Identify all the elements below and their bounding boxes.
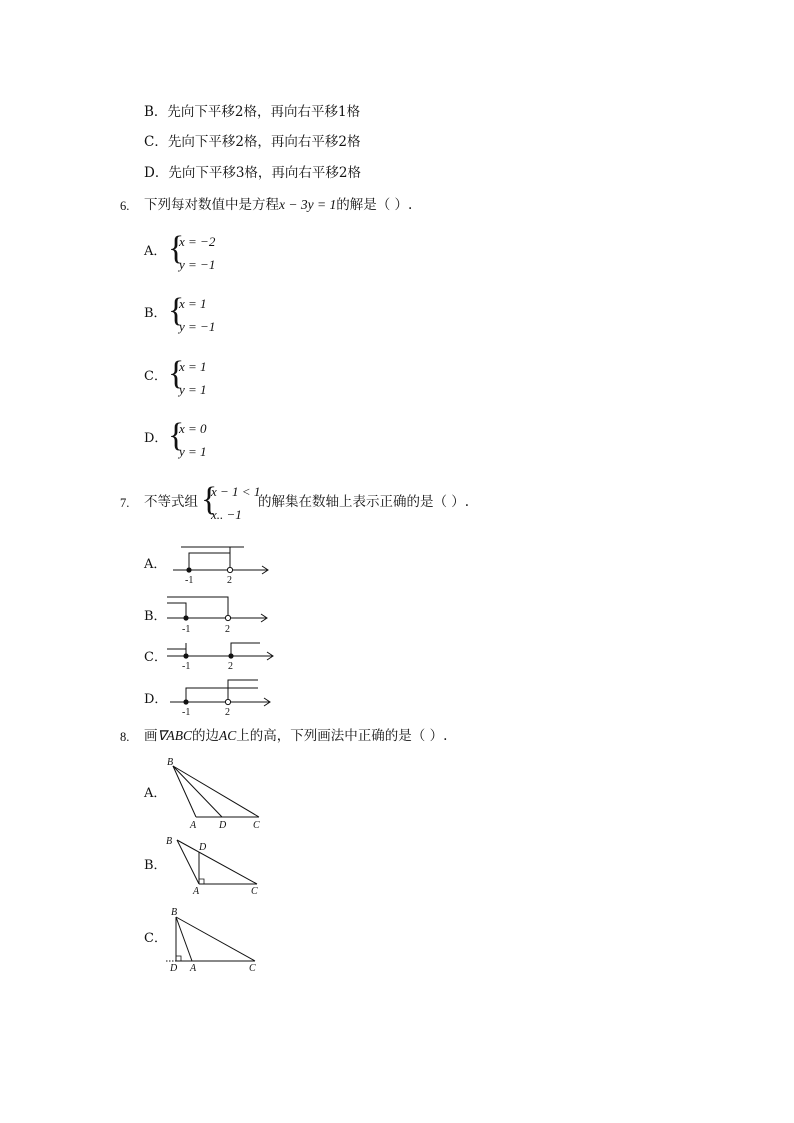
q8-number: 8. <box>120 730 130 744</box>
q8-b-triangle <box>166 836 258 897</box>
q7-c-number-line <box>167 643 273 672</box>
q6-number: 6. <box>120 199 130 213</box>
q6-a-y: y = −1 <box>179 257 216 272</box>
q8-side: AC <box>219 728 237 743</box>
q8-b-point-c: C <box>251 886 258 897</box>
q7-d-number-line <box>170 680 270 718</box>
q8-c-triangle <box>166 907 256 974</box>
q8-stem <box>144 728 447 744</box>
q7-option-a-label: A． <box>144 557 167 572</box>
q6-option-a-label: A． <box>144 244 167 259</box>
q8-option-b-label: B． <box>144 858 167 873</box>
q7-option-b-label: B． <box>144 609 167 624</box>
q8-c-point-a: A <box>190 963 197 974</box>
q7-brace: { <box>201 481 218 518</box>
q8-stem-pre: 画 <box>144 728 158 744</box>
q8-c-point-d: D <box>170 963 178 974</box>
q7-stem-pre: 不等式组 <box>144 494 198 510</box>
q5-option-c: C．先向下平移2格，再向右平移2格 <box>144 134 361 150</box>
q7-a-tick-2: 2 <box>227 575 232 586</box>
q6-d-x: x = 0 <box>179 421 207 436</box>
q8-c-point-c: C <box>249 963 256 974</box>
q8-a-point-d: D <box>219 820 227 831</box>
q8-option-c-label: C． <box>144 931 167 946</box>
q7-a-tick-neg1: -1 <box>185 575 194 586</box>
q6-stem-pre: 下列每对数值中是方程 <box>144 197 279 213</box>
q8-stem-post: 上的高，下列画法中正确的是（ ）. <box>236 728 448 744</box>
q6-stem-post: 的解是（ ）. <box>336 197 413 213</box>
q6-a-x: x = −2 <box>179 234 216 249</box>
q7-ineq2: x.. −1 <box>211 507 242 522</box>
q5-option-d: D．先向下平移3格，再向右平移2格 <box>144 165 362 181</box>
q8-a-point-b: B <box>167 757 174 768</box>
q7-d-tick-2: 2 <box>225 707 230 718</box>
q6-c-x: x = 1 <box>179 359 207 374</box>
q8-triangle-name: ∇ABC <box>157 728 193 743</box>
q7-option-c-label: C． <box>144 650 167 665</box>
q6-option-b-label: B． <box>144 306 167 321</box>
q5-option-b: B．先向下平移2格，再向右平移1格 <box>144 104 361 120</box>
q7-ineq1: x − 1 < 1 <box>211 484 261 499</box>
q7-stem-post: 的解集在数轴上表示正确的是（ ）. <box>258 494 470 510</box>
q7-c-tick-2: 2 <box>228 661 233 672</box>
q8-b-point-b: B <box>166 836 173 847</box>
q6-option-d-brace: { <box>168 417 185 454</box>
q8-a-point-a: A <box>190 820 197 831</box>
q7-a-number-line <box>173 547 268 586</box>
q6-b-y: y = −1 <box>179 319 216 334</box>
q6-option-d-label: D． <box>144 431 168 446</box>
q8-option-a-label: A． <box>144 786 167 801</box>
q7-d-tick-neg1: -1 <box>182 707 191 718</box>
q8-c-point-b: B <box>171 907 178 918</box>
q6-option-b-brace: { <box>168 292 185 329</box>
q7-c-tick-neg1: -1 <box>182 661 191 672</box>
q8-a-triangle <box>167 757 260 831</box>
q6-b-x: x = 1 <box>179 296 207 311</box>
q6-option-c-label: C． <box>144 369 167 384</box>
q8-a-point-c: C <box>253 820 260 831</box>
q7-number: 7. <box>120 496 130 510</box>
q8-b-point-a: A <box>193 886 200 897</box>
q7-b-tick-neg1: -1 <box>182 624 191 635</box>
q8-stem-mid: 的边 <box>192 728 220 744</box>
q6-d-y: y = 1 <box>179 444 207 459</box>
q7-option-d-label: D． <box>144 692 168 707</box>
q6-option-a-brace: { <box>168 230 185 267</box>
q8-b-point-d: D <box>199 842 207 853</box>
q7-b-tick-2: 2 <box>225 624 230 635</box>
q6-c-y: y = 1 <box>179 382 207 397</box>
q7-b-number-line <box>167 597 267 635</box>
q6-option-c-brace: { <box>168 355 185 392</box>
q6-equation: x − 3y = 1 <box>279 197 337 212</box>
